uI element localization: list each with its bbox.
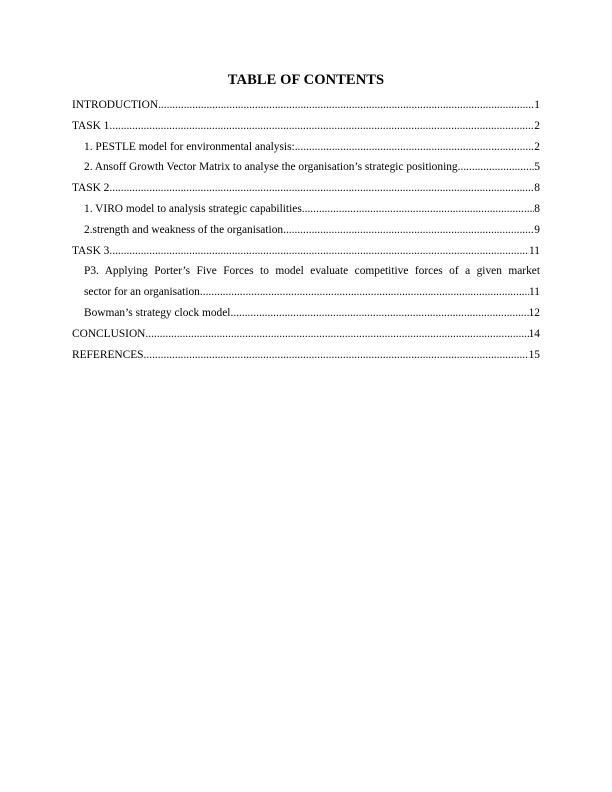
toc-title: TABLE OF CONTENTS xyxy=(227,72,385,88)
toc-entry-text: REFERENCES xyxy=(72,348,144,361)
toc-entry-text: INTRODUCTION xyxy=(72,99,159,111)
toc-entry-text: CONCLUSION xyxy=(72,327,146,340)
toc-entry-references[interactable] xyxy=(72,345,540,366)
toc-page-number: 2 xyxy=(534,140,540,153)
dot-leader xyxy=(283,220,534,241)
dot-leader xyxy=(144,345,529,366)
toc-entry-strength-weakness[interactable] xyxy=(72,220,540,241)
toc-page-number: 2 xyxy=(534,119,540,132)
toc-page-number: 12 xyxy=(528,306,540,319)
toc-page-number: 11 xyxy=(529,244,540,257)
toc-entry-text: 1. VIRO model to analysis strategic capabilities xyxy=(84,202,302,215)
toc-entry-introduction[interactable] xyxy=(72,95,540,116)
dot-leader xyxy=(109,241,529,262)
toc-entry-task-2[interactable] xyxy=(72,178,540,199)
toc-entry-text: TASK 2 xyxy=(72,182,110,195)
toc-entry-text-line-2: sector for an organisation xyxy=(84,286,200,299)
toc-page-number: 8 xyxy=(534,182,540,195)
toc-entry-conclusion[interactable] xyxy=(72,324,540,345)
toc-entry-porters-five-forces[interactable] xyxy=(72,261,540,303)
dot-leader xyxy=(109,178,534,199)
dot-leader xyxy=(109,116,534,137)
toc-entry-text: 1. PESTLE model for environmental analysis: xyxy=(84,140,295,153)
toc-entry-bowman-strategy-clock[interactable] xyxy=(72,303,540,324)
dot-leader xyxy=(295,137,535,158)
toc-entry-text-line-1: P3. Applying Porter’s Five Forces to model evaluate competitive forces of a given market xyxy=(84,265,540,278)
toc-entry-text: TASK 1 xyxy=(72,119,110,132)
dot-leader xyxy=(200,282,529,303)
toc-page-number: 5 xyxy=(534,161,540,174)
toc-page-number: 9 xyxy=(534,223,540,236)
table-of-contents xyxy=(72,95,540,365)
toc-entry-text: 2.strength and weakness of the organisation xyxy=(84,223,284,236)
toc-entry-viro-model[interactable] xyxy=(72,199,540,220)
dot-leader xyxy=(230,303,528,324)
toc-page-number: 15 xyxy=(528,348,540,361)
toc-entry-text: 2. Ansoff Growth Vector Matrix to analyse the organisation’s strategic positioning xyxy=(84,161,458,174)
toc-page-number: 11 xyxy=(529,286,540,299)
dot-leader xyxy=(302,199,535,220)
toc-page-number: 14 xyxy=(528,327,540,340)
toc-entry-task-1[interactable] xyxy=(72,116,540,137)
dot-leader xyxy=(458,157,535,178)
toc-entry-ansoff-matrix[interactable] xyxy=(72,157,540,178)
dot-leader xyxy=(145,324,528,345)
toc-page-number: 1 xyxy=(534,99,540,111)
toc-entry-line-2 xyxy=(84,282,540,303)
toc-entry-text: TASK 3 xyxy=(72,244,110,257)
toc-entry-text: Bowman’s strategy clock model xyxy=(84,306,231,319)
dot-leader xyxy=(158,95,534,116)
toc-entry-pestle-model[interactable] xyxy=(72,137,540,158)
toc-page-number: 8 xyxy=(534,202,540,215)
toc-entry-task-3[interactable] xyxy=(72,241,540,262)
